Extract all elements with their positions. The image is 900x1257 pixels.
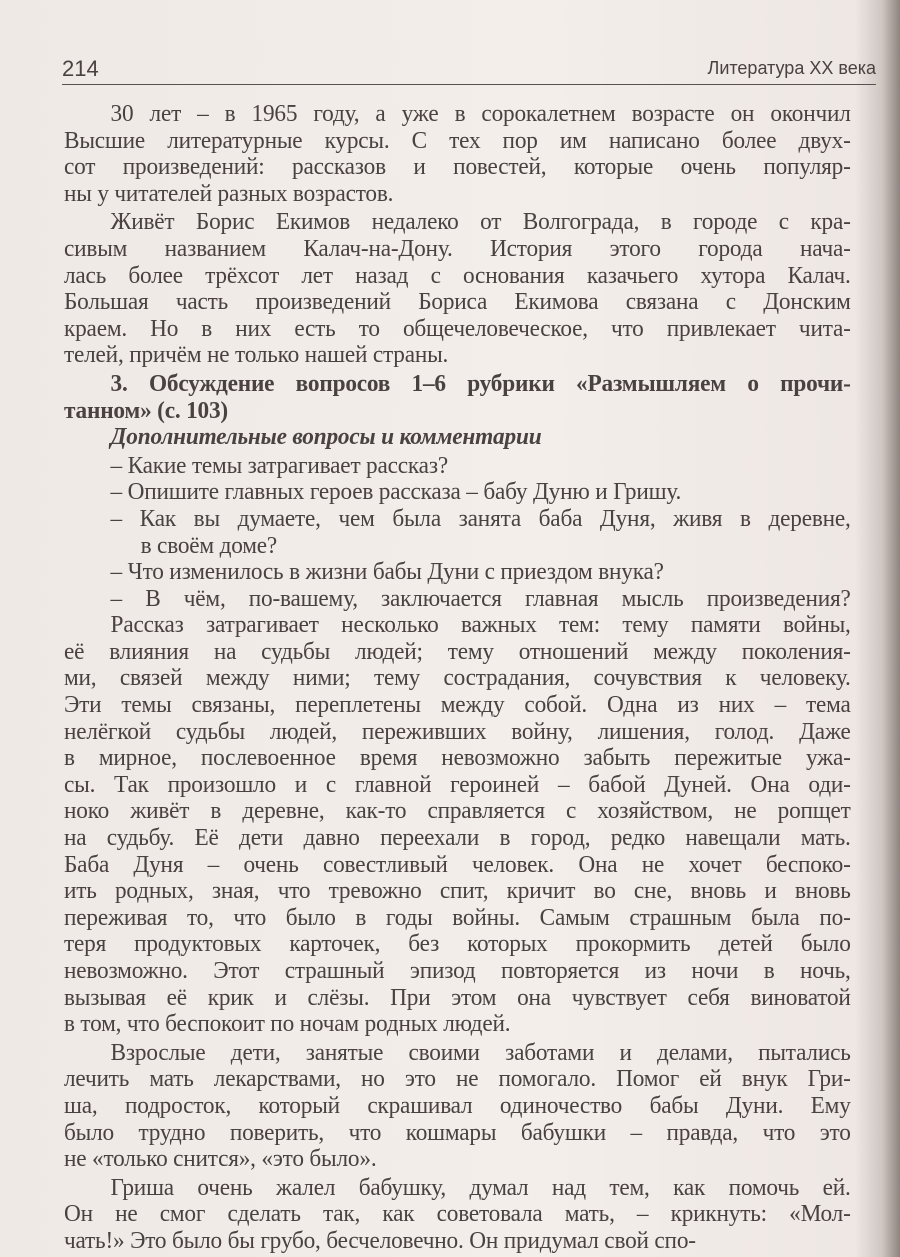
text-line: ми, связей между ними; тему сострадания, сочувствия к человеку. xyxy=(64,665,851,692)
text-line: – Какие темы затрагивает рассказ? xyxy=(110,452,448,479)
text-line: теря продуктовых карточек, без которых прокормить детей было xyxy=(64,931,851,958)
question-item xyxy=(64,559,875,586)
text-line: было трудно поверить, что кошмары бабушки – правда, что это xyxy=(64,1119,851,1146)
text-line: Эти темы связаны, переплетены между собой. Одна из них – тема xyxy=(64,692,851,719)
text-line: переживая то, что было в годы войны. Самым страшным была по- xyxy=(64,904,851,931)
paragraph xyxy=(64,209,875,369)
text-line: сивым названием Калач-на-Дону. История этого города нача- xyxy=(64,235,851,262)
paragraph xyxy=(64,101,875,207)
text-line: ны у читателей разных возрастов. xyxy=(64,180,394,207)
paragraph xyxy=(64,612,875,1038)
text-line: Высшие литературные курсы. С тех пор им написано более двух- xyxy=(64,127,851,154)
subheading xyxy=(64,424,875,451)
text-line: не «только снится», «это было». xyxy=(64,1146,377,1173)
text-line: Большая часть произведений Бориса Екимова связана с Донским xyxy=(64,289,851,316)
text-line: – Что изменилось в жизни бабы Дуни с приездом внука? xyxy=(110,559,664,586)
question-item xyxy=(64,453,875,480)
text-line: краем. Но в них есть то общечеловеческое, что привлекает чита- xyxy=(64,315,851,342)
question-item xyxy=(64,479,875,506)
text-line: в мирное, послевоенное время невозможно забыть пережитые ужа- xyxy=(64,745,851,772)
paragraph xyxy=(64,1040,875,1173)
page-number: 214 xyxy=(62,56,99,81)
text-line: – Как вы думаете, чем была занята баба Дуня, живя в деревне, xyxy=(110,505,851,532)
text-line: – В чём, по-вашему, заключается главная мысль произведения? xyxy=(110,585,851,612)
text-line: Он не смог сделать так, как советовала мать, – крикнуть: «Мол- xyxy=(64,1201,851,1228)
text-line: – Опишите главных героев рассказа – бабу Дуню и Гришу. xyxy=(110,479,682,506)
section-heading xyxy=(64,371,875,424)
text-line: её влияния на судьбы людей; тему отношений между поколения- xyxy=(64,638,851,665)
text-line: в том, что беспокоит по ночам родных людей. xyxy=(64,1011,511,1038)
text-line: танном» (с. 103) xyxy=(64,397,229,424)
running-header xyxy=(62,52,876,85)
text-line: сот произведений: рассказов и повестей, которые очень популяр- xyxy=(64,154,851,181)
text-line: Живёт Борис Екимов недалеко от Волгограда, в городе с кра- xyxy=(110,209,851,236)
text-line: лечить мать лекарствами, но это не помогало. Помог ей внук Гри- xyxy=(64,1066,851,1093)
question-item xyxy=(64,506,875,559)
question-item xyxy=(64,586,875,613)
text-line: Баба Дуня – очень совестливый человек. Она не хочет беспоко- xyxy=(64,851,851,878)
running-title: Литература XX века xyxy=(707,58,876,78)
paragraph xyxy=(64,1175,875,1255)
text-line: ша, подросток, который скрашивал одиночество бабы Дуни. Ему xyxy=(64,1092,851,1119)
text-line: сы. Так произошло и с главной героиней – бабой Дуней. Она оди- xyxy=(64,771,851,798)
text-line: ноко живёт в деревне, как-то справляется с хозяйством, не ропщет xyxy=(64,798,851,825)
text-line: чать!» Это было бы грубо, бесчеловечно. Он придумал свой спо- xyxy=(64,1227,696,1254)
text-line: 30 лет – в 1965 году, а уже в сорокалетнем возрасте он окончил xyxy=(110,101,851,127)
text-line: Гриша очень жалел бабушку, думал над тем, как помочь ей. xyxy=(110,1174,851,1201)
text-line: 3. Обсуждение вопросов 1–6 рубрики «Размышляем о прочи- xyxy=(110,370,851,397)
text-line: телей, причём не только нашей страны. xyxy=(64,342,449,369)
text-line: Рассказ затрагивает несколько важных тем: тему памяти войны, xyxy=(110,612,851,639)
text-line: вызывая её крик и слёзы. При этом она чувствует себя виноватой xyxy=(64,984,851,1011)
text-line: Дополнительные вопросы и комментарии xyxy=(110,424,542,451)
text-line: лась более трёхсот лет назад с основания казачьего хутора Калач. xyxy=(64,262,851,289)
text-line: ить родных, зная, что тревожно спит, кричит во сне, вновь и вновь xyxy=(64,878,851,905)
spacer xyxy=(64,1255,875,1257)
text-line: на судьбу. Её дети давно переехали в город, редко навещали мать. xyxy=(64,825,851,852)
page-body xyxy=(64,101,875,1257)
text-line: нелёгкой судьбы людей, переживших войну, лишения, голод. Даже xyxy=(64,718,851,745)
text-line: невозможно. Этот страшный эпизод повторяется из ночи в ночь, xyxy=(64,958,851,984)
text-line: в своём доме? xyxy=(140,532,278,559)
text-line: Взрослые дети, занятые своими заботами и делами, пытались xyxy=(110,1039,851,1066)
